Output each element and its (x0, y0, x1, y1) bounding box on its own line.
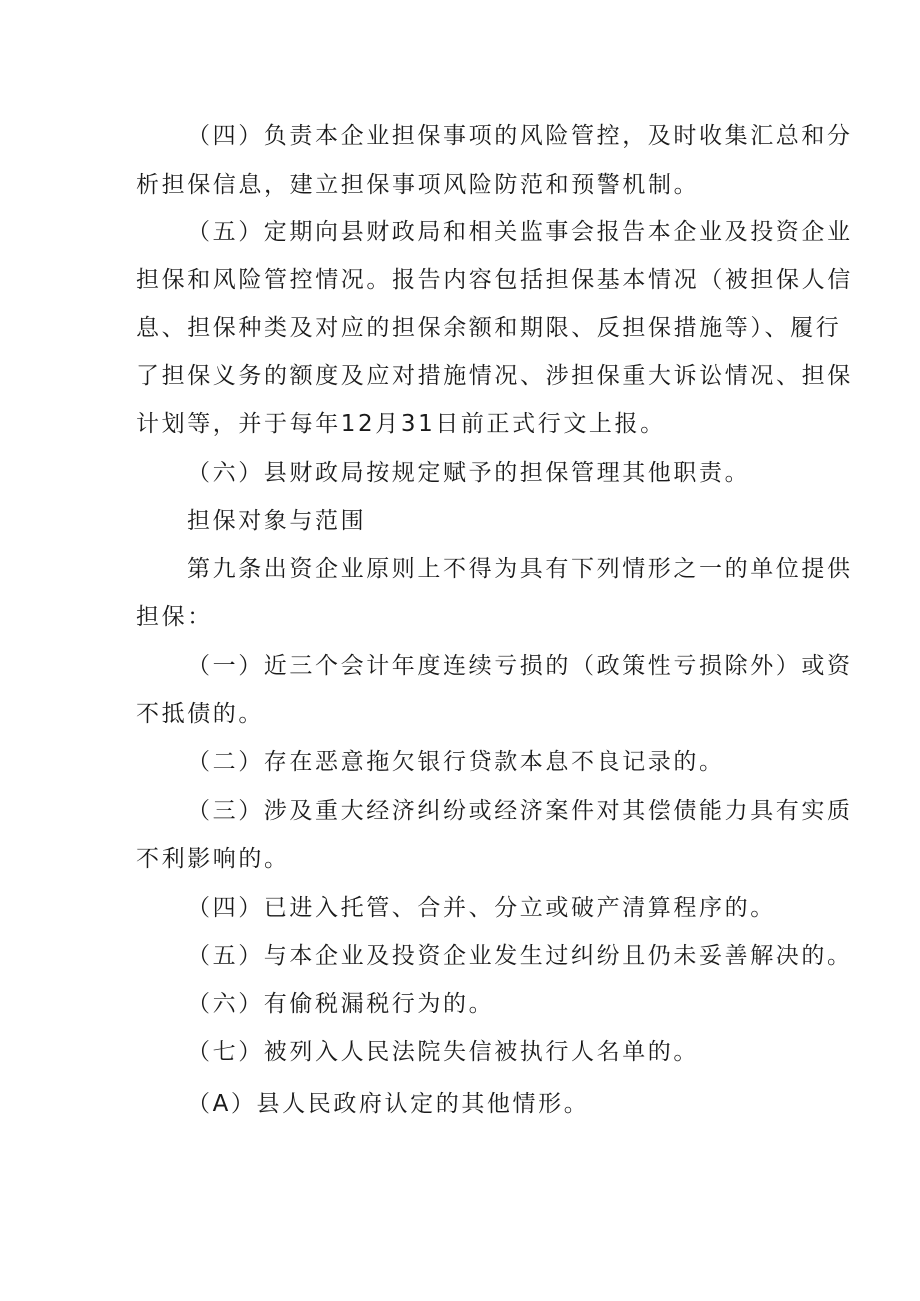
paragraph-line: 了担保义务的额度及应对措施情况、涉担保重大诉讼情况、担保 (136, 363, 853, 389)
article-line: 第九条出资企业原则上不得为具有下列情形之一的单位提供 (187, 556, 853, 582)
article-line: 担保： (136, 604, 213, 630)
clause-line: 不利影响的。 (136, 846, 290, 872)
paragraph-line: 析担保信息，建立担保事项风险防范和预警机制。 (136, 172, 700, 198)
section-heading: 担保对象与范围 (187, 508, 367, 534)
paragraph-line: 计划等，并于每年12月31日前正式行文上报。 (136, 411, 666, 437)
paragraph-line: （四）负责本企业担保事项的风险管控，及时收集汇总和分 (187, 123, 853, 149)
clause-line: 不抵债的。 (136, 701, 264, 727)
paragraph-line: （六）县财政局按规定赋予的担保管理其他职责。 (187, 460, 751, 486)
clause-line: （三）涉及重大经济纠纷或经济案件对其偿债能力具有实质 (187, 798, 853, 824)
paragraph-line: （五）定期向县财政局和相关监事会报告本企业及投资企业 (187, 219, 853, 245)
clause-line: （四）已进入托管、合并、分立或破产清算程序的。 (187, 895, 776, 921)
clause-line: （六）有偷税漏税行为的。 (187, 991, 495, 1017)
clause-line: （七）被列入人民法院失信被执行人名单的。 (187, 1039, 699, 1065)
clause-line: （一）近三个会计年度连续亏损的（政策性亏损除外）或资 (187, 653, 853, 679)
clause-line: （A）县人民政府认定的其他情形。 (187, 1091, 590, 1117)
clause-line: （二）存在恶意拖欠银行贷款本息不良记录的。 (187, 749, 725, 775)
paragraph-line: 息、担保种类及对应的担保余额和期限、反担保措施等）、履行 (136, 315, 842, 341)
paragraph-line: 担保和风险管控情况。报告内容包括担保基本情况（被担保人信 (136, 267, 853, 293)
clause-line: （五）与本企业及投资企业发生过纠纷且仍未妥善解决的。 (187, 943, 853, 969)
